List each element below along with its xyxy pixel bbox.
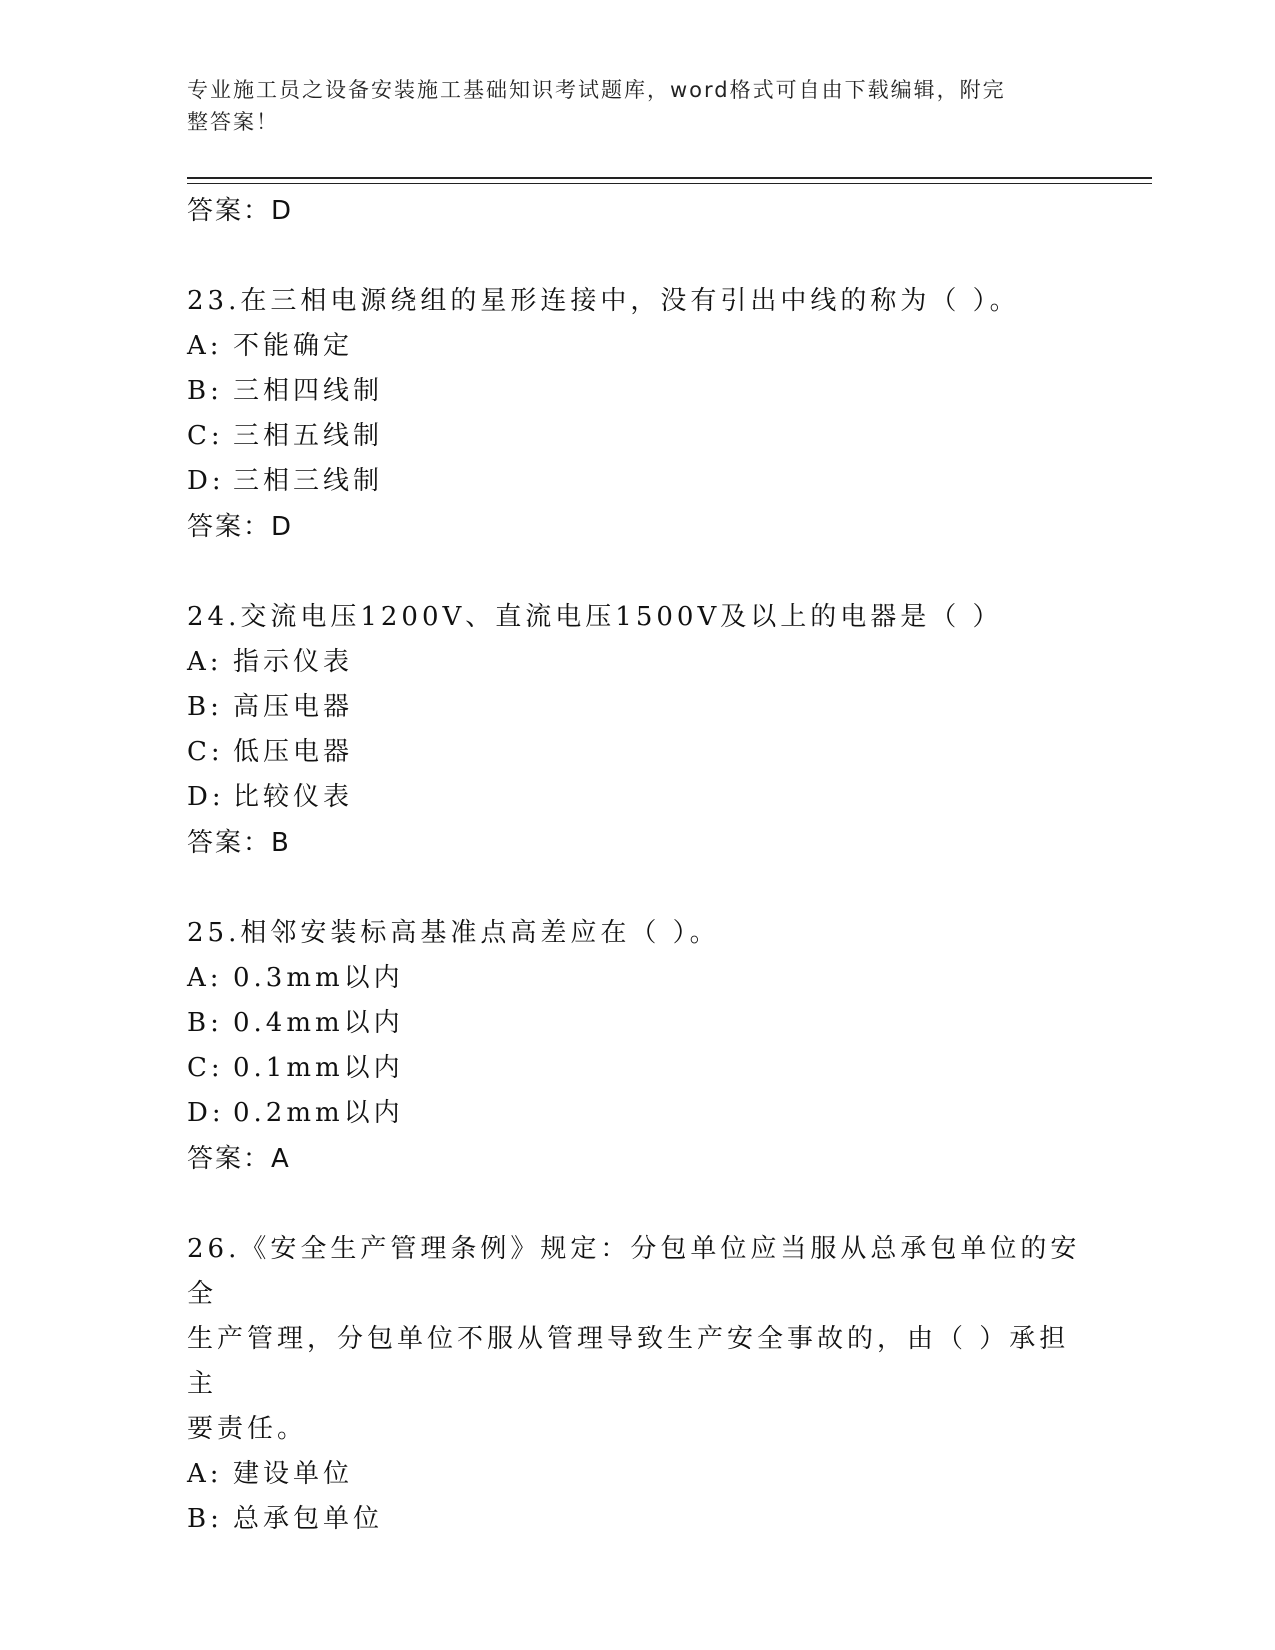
option-letter: B: <box>187 1504 223 1534</box>
option-letter: A: <box>187 963 223 993</box>
question-stem: 23.在三相电源绕组的星形连接中，没有引出中线的称为（ ）。 <box>187 286 1020 316</box>
option-a <box>187 956 1087 1001</box>
question-stem: 25.相邻安装标高基准点高差应在（ ）。 <box>187 918 720 948</box>
header-rule-thin <box>187 183 1152 184</box>
header-rule-thick <box>187 177 1152 179</box>
spacer <box>187 234 1087 279</box>
option-letter: C: <box>187 1053 224 1083</box>
answer-line: 答案：D <box>187 512 294 542</box>
option-text: 0.3mm以内 <box>233 963 404 993</box>
option-c <box>187 730 1087 775</box>
option-text: 建设单位 <box>233 1459 354 1489</box>
option-d <box>187 1091 1087 1136</box>
option-letter: D: <box>187 782 225 812</box>
option-letter: A: <box>187 647 223 677</box>
question-block-24 <box>187 595 1087 866</box>
option-d <box>187 459 1087 504</box>
question-stem-line: 要责任。 <box>187 1414 308 1444</box>
option-text: 比较仪表 <box>233 782 354 812</box>
option-text: 三相五线制 <box>233 421 384 451</box>
option-b <box>187 1497 1087 1542</box>
option-letter: D: <box>187 466 225 496</box>
option-letter: A: <box>187 1459 223 1489</box>
question-block-23 <box>187 279 1087 550</box>
option-letter: B: <box>187 376 223 406</box>
question-block-26 <box>187 1227 1087 1542</box>
header-line-2: 整答案！ <box>187 110 279 134</box>
option-c <box>187 1046 1087 1091</box>
option-b <box>187 369 1087 414</box>
option-text: 高压电器 <box>233 692 354 722</box>
option-text: 三相三线制 <box>233 466 384 496</box>
option-text: 指示仪表 <box>233 647 354 677</box>
option-letter: B: <box>187 1008 223 1038</box>
option-letter: C: <box>187 737 224 767</box>
option-text: 三相四线制 <box>233 376 384 406</box>
option-text: 0.4mm以内 <box>233 1008 404 1038</box>
option-a <box>187 324 1087 369</box>
answer-line: 答案：A <box>187 1144 291 1174</box>
option-b <box>187 1001 1087 1046</box>
spacer <box>187 550 1087 595</box>
option-b <box>187 685 1087 730</box>
option-d <box>187 775 1087 820</box>
option-a <box>187 640 1087 685</box>
spacer <box>187 866 1087 911</box>
document-header <box>187 74 1087 138</box>
option-letter: B: <box>187 692 223 722</box>
question-stem-line: 26.《安全生产管理条例》规定：分包单位应当服从总承包单位的安全 <box>187 1234 1081 1309</box>
option-text: 0.2mm以内 <box>233 1098 404 1128</box>
question-stem: 24.交流电压1200V、直流电压1500V及以上的电器是（ ） <box>187 602 1003 632</box>
question-stem-line: 生产管理，分包单位不服从管理导致生产安全事故的，由（ ）承担主 <box>187 1324 1070 1399</box>
option-c <box>187 414 1087 459</box>
header-line-1: 专业施工员之设备安装施工基础知识考试题库，word格式可自由下载编辑，附完 <box>187 78 1006 102</box>
option-text: 总承包单位 <box>233 1504 384 1534</box>
spacer <box>187 1182 1087 1227</box>
option-letter: A: <box>187 331 223 361</box>
document-body <box>187 188 1087 1542</box>
option-a <box>187 1452 1087 1497</box>
option-letter: C: <box>187 421 224 451</box>
question-block-25 <box>187 911 1087 1182</box>
option-text: 0.1mm以内 <box>233 1053 404 1083</box>
answer-line-prev: 答案：D <box>187 196 294 226</box>
answer-line: 答案：B <box>187 828 291 858</box>
option-text: 不能确定 <box>233 331 354 361</box>
option-letter: D: <box>187 1098 225 1128</box>
option-text: 低压电器 <box>233 737 354 767</box>
